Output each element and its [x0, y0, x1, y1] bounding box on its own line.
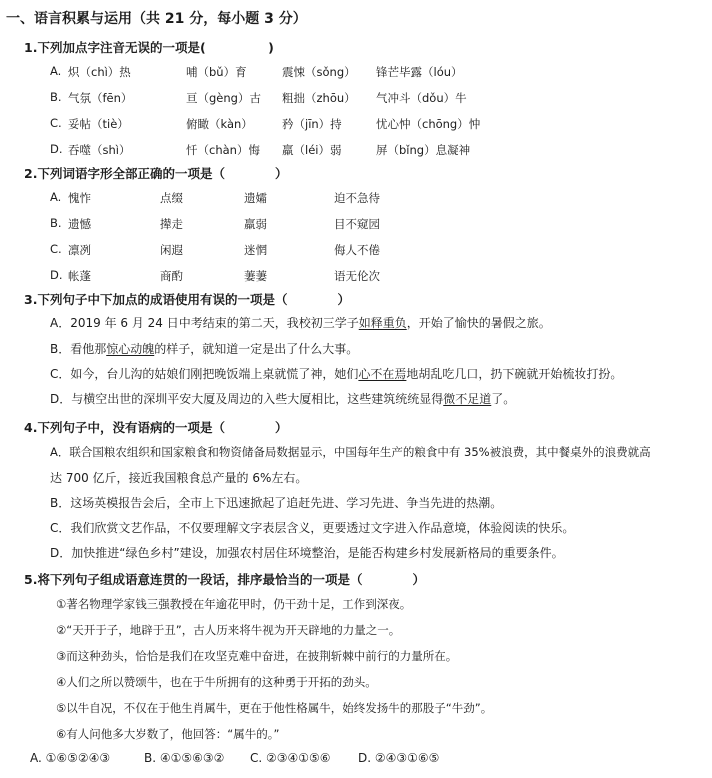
- q2-letter: D.: [50, 268, 63, 282]
- q5-sentence-3: ③而这种劲头，恰恰是我们在攻坚克难中奋进，在披荆斩棘中前行的力量所在。: [56, 649, 458, 663]
- q2-cell: 语无伦次: [334, 269, 380, 283]
- q2-letter: A.: [50, 190, 62, 204]
- q5-sentence-4: ④人们之所以赞颂牛，也在于牛所拥有的这种勇于开拓的劲头。: [56, 675, 377, 689]
- q1-cell: 俯瞰（kàn）: [186, 117, 253, 131]
- q1-letter: A.: [50, 64, 62, 78]
- q1-cell: 屏（bǐng）息凝神: [376, 143, 471, 157]
- q5-sentence-6: ⑥有人问他多大岁数了，他回答：“属牛的。”: [56, 727, 280, 741]
- q4-option-c: C．我们欣赏文艺作品，不仅要理解文字表层含义，更要透过文字进入作品意境，体验阅读的快乐。: [50, 521, 575, 535]
- q2-letter: C.: [50, 242, 62, 256]
- q5-sentence-2: ②“天开于子，地辟于丑”，古人历来将牛视为开天辟地的力量之一。: [56, 623, 401, 637]
- q2-cell: 侮人不倦: [334, 243, 380, 257]
- q5-sentence-5: ⑤以牛自况，不仅在于他生肖属牛，更在于他性格属牛，始终发扬牛的那股子“牛劲”。: [56, 701, 493, 715]
- question-5-stem: 5.将下列句子组成语意连贯的一段话，排序最恰当的一项是（ ）: [24, 572, 425, 587]
- q1-cell: 亘（gèng）古: [186, 91, 261, 105]
- q2-cell: 点缀: [160, 191, 183, 205]
- q3-option-a: A．2019 年 6 月 24 日中考结束的第二天，我校初三学子如释重负，开始了愉快的暑假之旅。: [50, 316, 551, 330]
- q2-cell: 撵走: [160, 217, 183, 231]
- q3-option-b: B．看他那惊心动魄的样子，就知道一定是出了什么大事。: [50, 342, 359, 356]
- q1-cell: 哺（bǔ）育: [186, 65, 247, 79]
- q1-cell: 矜（jīn）持: [282, 117, 342, 131]
- q2-cell: 商酌: [160, 269, 183, 283]
- q1-cell: 忏（chàn）悔: [186, 143, 260, 157]
- q5-choice-c: C. ②③④①⑤⑥: [250, 751, 331, 765]
- q5-choice-b: B. ④①⑤⑥③②: [144, 751, 225, 765]
- question-4-stem: 4.下列句子中，没有语病的一项是（ ）: [24, 420, 288, 435]
- q1-cell: 锋芒毕露（lóu）: [376, 65, 463, 79]
- q1-cell: 震悚（sǒng）: [282, 65, 356, 79]
- q1-cell: 气冲斗（dǒu）牛: [376, 91, 467, 105]
- q2-cell: 帐蓬: [68, 269, 91, 283]
- q1-cell: 羸（léi）弱: [282, 143, 342, 157]
- q5-choice-d: D. ②④③①⑥⑤: [358, 751, 440, 765]
- q4-option-b: B．这场英模报告会后，全市上下迅速掀起了追赶先进、学习先进、争当先进的热潮。: [50, 496, 503, 510]
- q4-option-a-line2: 达 700 亿斤，接近我国粮食总产量的 6%左右。: [50, 471, 308, 485]
- q2-cell: 目不窥园: [334, 217, 380, 231]
- question-1-stem: 1.下列加点字注音无误的一项是( ): [24, 40, 274, 55]
- q3-option-d: D．与横空出世的深圳平安大厦及周边的入些大厦相比，这些建筑统统显得微不足道了。: [50, 392, 516, 406]
- q2-cell: 闲遐: [160, 243, 183, 257]
- q1-letter: D.: [50, 142, 63, 156]
- q2-cell: 迫不急待: [334, 191, 380, 205]
- q1-cell: 气氛（fēn）: [68, 91, 133, 105]
- q1-letter: C.: [50, 116, 62, 130]
- q2-cell: 迷惘: [244, 243, 267, 257]
- q1-cell: 炽（chì）热: [68, 65, 131, 79]
- q2-cell: 遗孀: [244, 191, 267, 205]
- q5-choice-a: A. ①⑥⑤②④③: [30, 751, 111, 765]
- q1-cell: 妥帖（tiè）: [68, 117, 129, 131]
- q4-option-d: D．加快推进“绿色乡村”建设，加强农村居住环境整治，是能否构建乡村发展新格局的重要条件。: [50, 546, 564, 560]
- q1-cell: 粗拙（zhōu）: [282, 91, 356, 105]
- q2-cell: 愧怍: [68, 191, 91, 205]
- q2-letter: B.: [50, 216, 62, 230]
- q1-cell: 忧心忡（chōng）忡: [376, 117, 481, 131]
- q1-letter: B.: [50, 90, 62, 104]
- q2-cell: 羸弱: [244, 217, 267, 231]
- q2-cell: 遗憾: [68, 217, 91, 231]
- question-2-stem: 2.下列词语字形全部正确的一项是（ ）: [24, 166, 288, 181]
- q3-option-c: C．如今，台儿沟的姑娘们刚把晚饭端上桌就慌了神，她们心不在焉地胡乱吃几口，扔下碗就开始梳妆打扮。: [50, 367, 623, 381]
- section-title: 一、语言积累与运用（共 21 分，每小题 3 分）: [6, 11, 307, 27]
- q4-option-a-line1: A．联合国粮农组织和国家粮食和物资储备局数据显示，中国每年生产的粮食中有 35%被浪费，其中餐桌外的浪费就高: [50, 445, 651, 459]
- q2-cell: 凛冽: [68, 243, 91, 257]
- q5-sentence-1: ①著名物理学家钱三强教授在年逾花甲时，仍干劲十足，工作到深夜。: [56, 597, 412, 611]
- q1-cell: 吞噬（shì）: [68, 143, 131, 157]
- question-3-stem: 3.下列句子中下加点的成语使用有误的一项是（ ）: [24, 292, 350, 307]
- q2-cell: 萋萋: [244, 269, 267, 283]
